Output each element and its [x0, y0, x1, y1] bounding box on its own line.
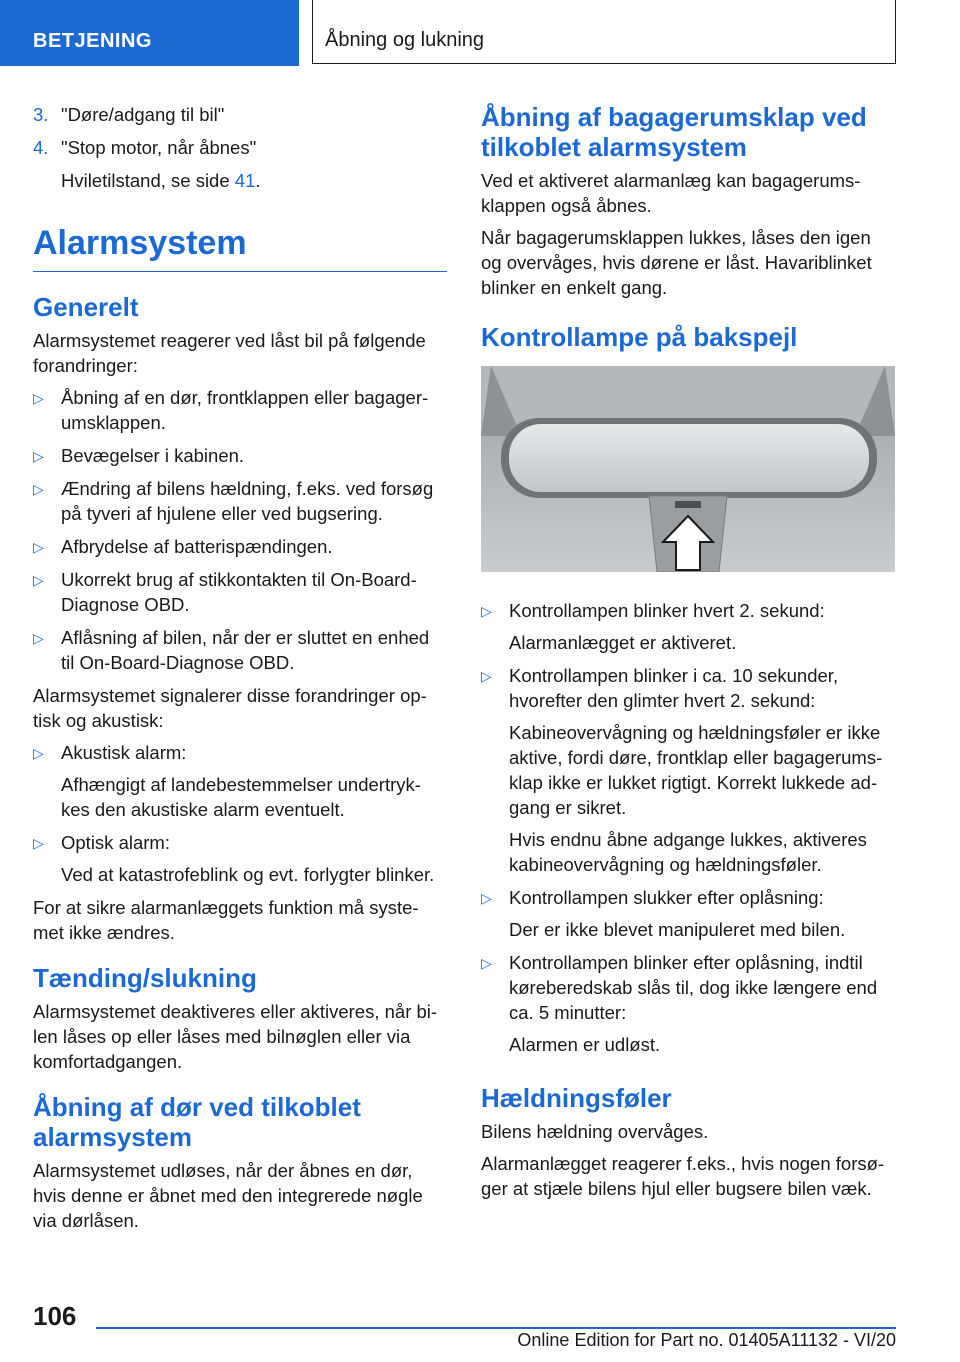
list-item-text: Kontrollampen blinker hvert 2. sekund:: [509, 600, 825, 621]
chapter-heading: Alarmsystem: [33, 223, 447, 272]
triangle-bullet-icon: ▷: [33, 539, 44, 555]
page-reference-link[interactable]: 41: [234, 170, 256, 191]
heading-lamp: Kontrollampe på bakspejl: [481, 322, 798, 352]
item-number: 4.: [33, 137, 49, 158]
list-item-subtext: Afhængigt af landebestemmelser undertryk-kes den akustiske alarm eventuelt.: [61, 774, 421, 820]
generelt-intro: Alarmsystemet reagerer ved låst bil på følgende forandringer:: [33, 330, 426, 376]
list-item-text: Ukorrekt brug af stikkontakten til On-Board-Diagnose OBD.: [61, 569, 417, 615]
triangle-bullet-icon: ▷: [33, 390, 44, 406]
list-item: [33, 567, 447, 617]
list-item: [33, 625, 447, 675]
heading-generelt: Generelt: [33, 292, 139, 322]
trunk-text-2: Når bagagerumsklappen lukkes, låses den igen og overvåges, hvis dørene er låst. Havariblinket blinker en enkelt gang.: [481, 227, 872, 298]
triangle-bullet-icon: ▷: [481, 668, 492, 684]
triangle-bullet-icon: ▷: [33, 835, 44, 851]
triangle-bullet-icon: ▷: [481, 890, 492, 906]
list-item-text: Aflåsning af bilen, når der er sluttet en enhed til On-Board-Diagnose OBD.: [61, 627, 430, 673]
list-item: [481, 663, 895, 877]
item-text: "Stop motor, når åbnes": [61, 137, 257, 158]
numbered-item-3: [33, 102, 447, 127]
list-item-subtext: Der er ikke blevet manipuleret med bilen.: [509, 919, 846, 940]
rearview-mirror-illustration: [481, 366, 895, 572]
numbered-item-4: [33, 135, 447, 193]
left-column: [33, 102, 447, 1240]
heading-trunk: Åbning af bagagerumsklap ved tilkoblet alarmsystem: [481, 102, 867, 162]
section-tab: [0, 0, 299, 66]
continuation-text: Hviletilstand, se side: [61, 170, 235, 191]
tilt-text-2: Alarmanlægget reagerer f.eks., hvis nogen forsø-ger at stjæle bilens hjul eller bugsere bilen væk.: [481, 1153, 885, 1199]
chapter-title: Åbning og lukning: [325, 29, 485, 51]
list-item-subtext: Alarmanlægget er aktiveret.: [509, 632, 737, 653]
list-item: [33, 443, 447, 468]
list-item-text: Bevægelser i kabinen.: [61, 445, 245, 466]
change-list: [33, 385, 447, 675]
footer-edition: Online Edition for Part no. 01405A11132 - VI/20: [517, 1330, 896, 1350]
triangle-bullet-icon: ▷: [33, 481, 44, 497]
list-item: [33, 740, 447, 822]
list-item: [33, 534, 447, 559]
closing-text: For at sikre alarmanlæggets funktion må syste-met ikke ændres.: [33, 897, 419, 943]
item-number: 3.: [33, 104, 49, 125]
door-text: Alarmsystemet udløses, når der åbnes en dør, hvis denne er åbnet med den integrerede nøgle via dørlåsen.: [33, 1160, 423, 1231]
list-item: [481, 598, 895, 655]
signal-list: [33, 740, 447, 887]
list-item-text: Kontrollampen blinker efter oplåsning, indtil køreberedskab slås til, dog ikke længere end ca. 5 minutter:: [509, 952, 878, 1023]
list-item-text: Ændring af bilens hældning, f.eks. ved forsøg på tyveri af hjulene eller ved bugsering.: [61, 478, 434, 524]
signal-text: Alarmsystemet signalerer disse forandringer op-tisk og akustisk:: [33, 685, 427, 731]
footer-rule: [96, 1327, 896, 1329]
list-item-text: Åbning af en dør, frontklappen eller bagager-umsklappen.: [61, 387, 429, 433]
chapter-tab: [312, 0, 896, 64]
list-item-text: Afbrydelse af batterispændingen.: [61, 536, 333, 557]
item-text: "Døre/adgang til bil": [61, 104, 225, 125]
list-item-subtext: Ved at katastrofeblink og evt. forlygter blinker.: [61, 864, 435, 885]
list-item-text: Kontrollampen blinker i ca. 10 sekunder, hvorefter den glimter hvert 2. sekund:: [509, 665, 839, 711]
triangle-bullet-icon: ▷: [481, 603, 492, 619]
section-title: BETJENING: [33, 30, 152, 52]
heading-taending: Tænding/slukning: [33, 963, 257, 993]
list-item-subtext: Kabineovervågning og hældningsføler er ikke aktive, fordi døre, frontklap eller bagagerums-klap ikke er lukket rigtigt. Korrekt lukkede ad-gang er sikret.: [509, 722, 883, 818]
list-item: [33, 476, 447, 526]
heading-door: Åbning af dør ved tilkoblet alarmsystem: [33, 1092, 361, 1152]
list-item: [33, 830, 447, 887]
list-item-subtext: Hvis endnu åbne adgange lukkes, aktiveres kabineovervågning og hældningsføler.: [509, 829, 867, 875]
tilt-text-1: Bilens hældning overvåges.: [481, 1121, 709, 1142]
taending-text: Alarmsystemet deaktiveres eller aktiveres, når bi-len låses op eller låses med bilnøglen eller via komfortadgangen.: [33, 1001, 438, 1072]
list-item: [33, 385, 447, 435]
item-continuation: [61, 168, 447, 193]
triangle-bullet-icon: ▷: [481, 955, 492, 971]
triangle-bullet-icon: ▷: [33, 448, 44, 464]
list-item-text: Kontrollampen slukker efter oplåsning:: [509, 887, 824, 908]
page-number: 106: [33, 1301, 77, 1331]
triangle-bullet-icon: ▷: [33, 630, 44, 646]
triangle-bullet-icon: ▷: [33, 745, 44, 761]
lamp-list: [481, 598, 895, 1057]
list-item: [481, 885, 895, 942]
triangle-bullet-icon: ▷: [33, 572, 44, 588]
right-column: [481, 102, 895, 1208]
list-item-text: Akustisk alarm:: [61, 742, 187, 763]
list-item: [481, 950, 895, 1057]
continuation-end: .: [255, 170, 261, 191]
heading-tilt: Hældningsføler: [481, 1083, 672, 1113]
list-item-text: Optisk alarm:: [61, 832, 170, 853]
trunk-text-1: Ved et aktiveret alarmanlæg kan bagagerums-klappen også åbnes.: [481, 170, 861, 216]
list-item-subtext: Alarmen er udløst.: [509, 1034, 661, 1055]
